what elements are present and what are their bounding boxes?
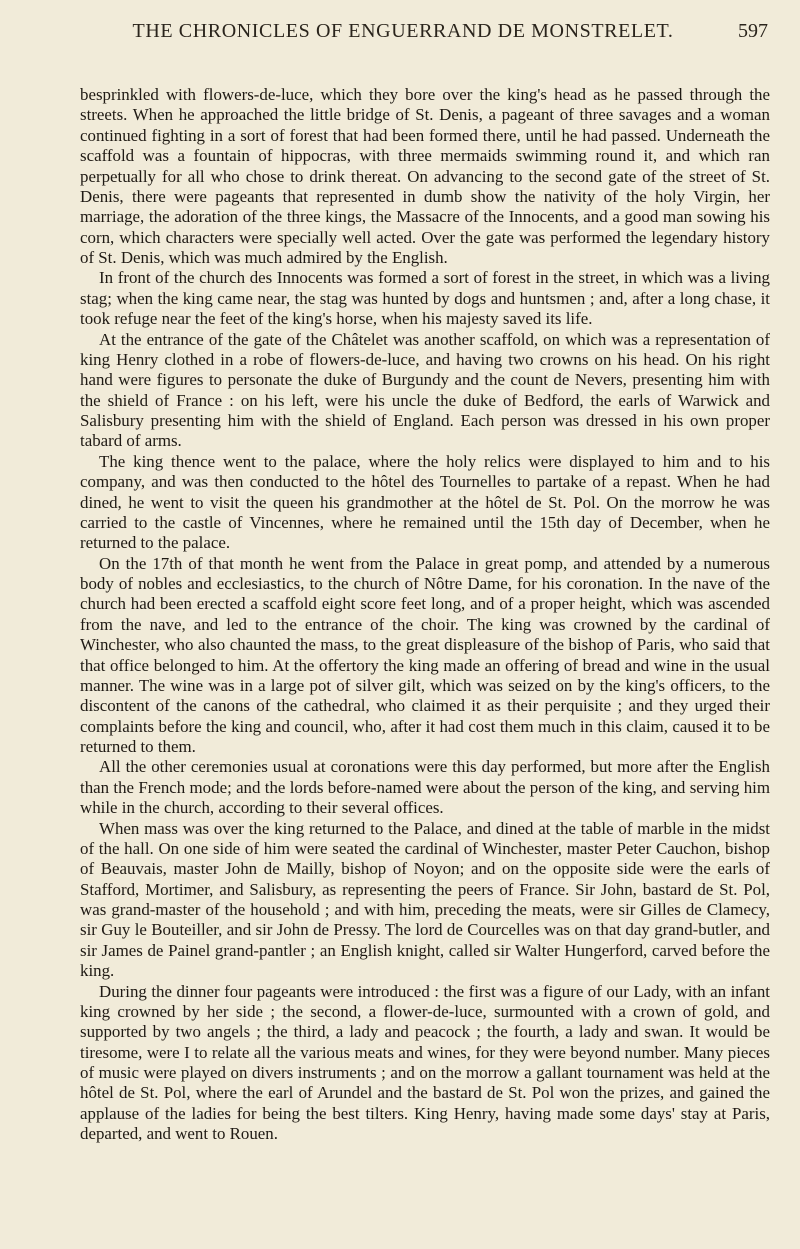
paragraph: During the dinner four pageants were introduced : the first was a figure of our Lady, with an infant king crowned by her side ; the second, a flower-de-luce, surmounted with a crown of gold, and supported by two angels ; the third, a lady and peacock ; the fourth, a lady and swan. It would be tiresome, were I to relate all the various meats and wines, for they were beyond number. Many pieces of music were played on divers instruments ; and on the morrow a gallant tournament was held at the hôtel de St. Pol, where the earl of Arundel and the bastard de St. Pol won the prizes, and gained the applause of the ladies for being the best tilters. King Henry, having made some days' stay at Paris, departed, and went to Rouen.	[80, 981, 770, 1144]
paragraph: On the 17th of that month he went from the Palace in great pomp, and attended by a numerous body of nobles and ecclesiastics, to the church of Nôtre Dame, for his coronation. In the nave of the church had been erected a scaffold eight score feet long, and of a proper height, which was ascended from the nave, and led to the entrance of the choir. The king was crowned by the cardinal of Winchester, who also chaunted the mass, to the great displeasure of the bishop of Paris, who said that that office belonged to him. At the offertory the king made an offering of bread and wine in the usual manner. The wine was in a large pot of silver gilt, which was seized on by the king's officers, to the discontent of the canons of the cathedral, who claimed it as their perquisite ; and they urged their complaints before the king and council, who, after it had cost them much in this claim, caused it to be returned to them.	[80, 553, 770, 756]
running-title: THE CHRONICLES OF ENGUERRAND DE MONSTRELET.	[132, 20, 674, 42]
page-header	[78, 18, 768, 52]
paragraph: All the other ceremonies usual at coronations were this day performed, but more after the English than the French mode; and the lords before-named were about the person of the king, and serving him while in the church, according to their several offices.	[80, 757, 770, 818]
paragraph: The king thence went to the palace, where the holy relics were displayed to him and to his company, and was then conducted to the hôtel des Tournelles to partake of a repast. When he had dined, he went to visit the queen his grandmother at the hôtel de St. Pol. On the morrow he was carried to the castle of Vincennes, where he remained until the 15th day of December, when he returned to the palace.	[80, 451, 770, 553]
paragraph: When mass was over the king returned to the Palace, and dined at the table of marble in the midst of the hall. On one side of him were seated the cardinal of Winchester, master Peter Cauchon, bishop of Beauvais, master John de Mailly, bishop of Noyon; and on the opposite side were the earls of Stafford, Mortimer, and Salisbury, as representing the peers of France. Sir John, bastard de St. Pol, was grand-master of the household ; and with him, preceding the meats, were sir Gilles de Clamecy, sir Guy le Bouteiller, and sir John de Pressy. The lord de Courcelles was on that day grand-butler, and sir James de Painel grand-pantler ; an English knight, called sir Walter Hungerford, carved before the king.	[80, 818, 770, 981]
body-text	[80, 85, 770, 1145]
page-number: 597	[738, 20, 768, 42]
paragraph: besprinkled with flowers-de-luce, which they bore over the king's head as he passed through the streets. When he approached the little bridge of St. Denis, a pageant of three savages and a woman continued fighting in a sort of forest that had been formed there, until he had passed. Underneath the scaffold was a fountain of hippocras, with three mermaids swimming round it, and which ran perpetually for all who chose to drink thereat. On advancing to the second gate of the street of St. Denis, there were pageants that represented in dumb show the nativity of the holy Virgin, her marriage, the adoration of the three kings, the Massacre of the Innocents, and a good man sowing his corn, which characters were specially well acted. Over the gate was performed the legendary history of St. Denis, which was much admired by the English.	[80, 85, 770, 267]
paragraph: In front of the church des Innocents was formed a sort of forest in the street, in which was a living stag; when the king came near, the stag was hunted by dogs and huntsmen ; and, after a long chase, it took refuge near the feet of the king's horse, when his majesty saved its life.	[80, 268, 770, 329]
paragraph: At the entrance of the gate of the Châtelet was another scaffold, on which was a representation of king Henry clothed in a robe of flowers-de-luce, and having two crowns on his head. On his right hand were figures to personate the duke of Burgundy and the count de Nevers, presenting him with the shield of France : on his left, were his uncle the duke of Bedford, the earls of Warwick and Salisbury presenting him with the shield of England. Each person was dressed in his own proper tabard of arms.	[80, 329, 770, 451]
